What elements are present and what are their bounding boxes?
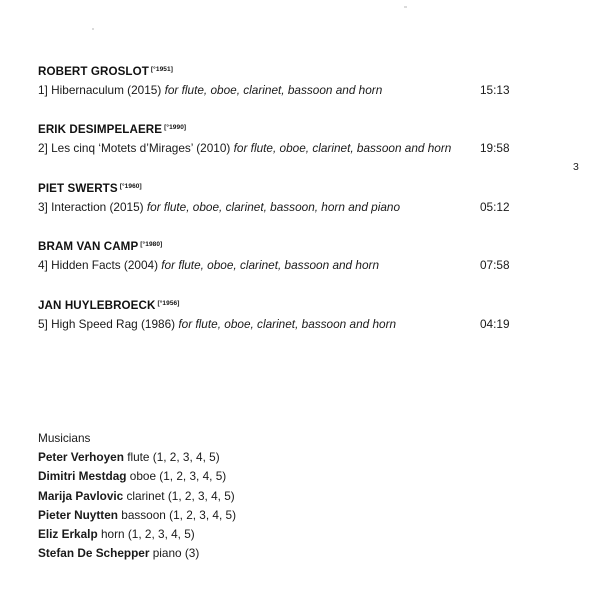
track-title: 2] Les cinq ‘Motets d’Mirages’ (2010) (38, 141, 231, 156)
musician-role: oboe (1, 2, 3, 4, 5) (129, 469, 227, 484)
track-instrumentation: for flute, oboe, clarinet, bassoon and horn (164, 83, 383, 97)
track-instrumentation: for flute, oboe, clarinet, bassoon, horn and piano (146, 199, 401, 214)
track-duration: 04:19 (480, 316, 510, 331)
musician-name: Marija Pavlovic (38, 488, 124, 503)
musician-name: Pieter Nuytten (38, 507, 118, 522)
track-title: 3] Interaction (2015) (38, 199, 144, 214)
track-line (38, 82, 538, 98)
musician-role: horn (1, 2, 3, 4, 5) (100, 527, 195, 542)
track-instrumentation: for flute, oboe, clarinet, bassoon and horn (178, 316, 397, 331)
composer-birth-year: [°1980] (140, 241, 163, 249)
track-list (38, 62, 538, 354)
musician-name: Stefan De Schepper (38, 546, 150, 561)
track-duration: 05:12 (480, 199, 510, 214)
track-duration: 19:58 (480, 141, 510, 156)
track-title: 1] Hibernaculum (2015) (38, 83, 162, 97)
composer-name: ROBERT GROSLOT [°1951] (38, 65, 173, 78)
musician-entry (38, 467, 236, 486)
work-entry (38, 120, 538, 178)
musician-entry (38, 448, 236, 467)
work-entry (38, 179, 538, 237)
work-entry (38, 237, 538, 295)
musician-role: clarinet (1, 2, 3, 4, 5) (126, 488, 235, 503)
work-entry (38, 62, 538, 120)
composer-name: BRAM VAN CAMP [°1980] (38, 240, 163, 254)
track-duration: 15:13 (480, 83, 510, 97)
page-number: 3 (573, 161, 579, 173)
track-title: 5] High Speed Rag (1986) (38, 316, 176, 331)
composer-birth-year: [°1956] (157, 299, 180, 307)
musician-role: flute (1, 2, 3, 4, 5) (127, 450, 220, 464)
composer-name: PIET SWERTS [°1960] (38, 181, 142, 195)
composer-birth-year: [°1951] (150, 66, 173, 73)
composer-birth-year: [°1960] (119, 182, 142, 190)
track-instrumentation: for flute, oboe, clarinet, bassoon and horn (233, 141, 452, 156)
musician-entry (38, 544, 236, 563)
composer-name: ERIK DESIMPELAERE [°1990] (38, 123, 187, 137)
musician-name: Peter Verhoyen (38, 450, 124, 464)
musician-role: bassoon (1, 2, 3, 4, 5) (121, 507, 237, 522)
composer-birth-year: [°1990] (164, 124, 187, 132)
scan-speck (92, 28, 94, 30)
scan-speck (404, 6, 407, 8)
track-instrumentation: for flute, oboe, clarinet, bassoon and horn (161, 258, 380, 273)
track-duration: 07:58 (480, 258, 510, 273)
composer-name: JAN HUYLEBROECK [°1956] (38, 298, 180, 312)
track-line (38, 257, 538, 273)
musicians-heading: Musicians (38, 431, 91, 445)
track-title: 4] Hidden Facts (2004) (38, 258, 158, 273)
track-line (38, 199, 538, 215)
musician-entry (38, 525, 236, 544)
track-line (38, 316, 538, 332)
track-line (38, 140, 538, 156)
work-entry (38, 296, 538, 354)
musician-name: Dimitri Mestdag (38, 469, 127, 484)
musician-name: Eliz Erkalp (38, 527, 98, 542)
musician-role: piano (3) (152, 546, 200, 561)
musician-entry (38, 487, 236, 506)
musicians-section (38, 429, 236, 564)
musician-entry (38, 506, 236, 525)
